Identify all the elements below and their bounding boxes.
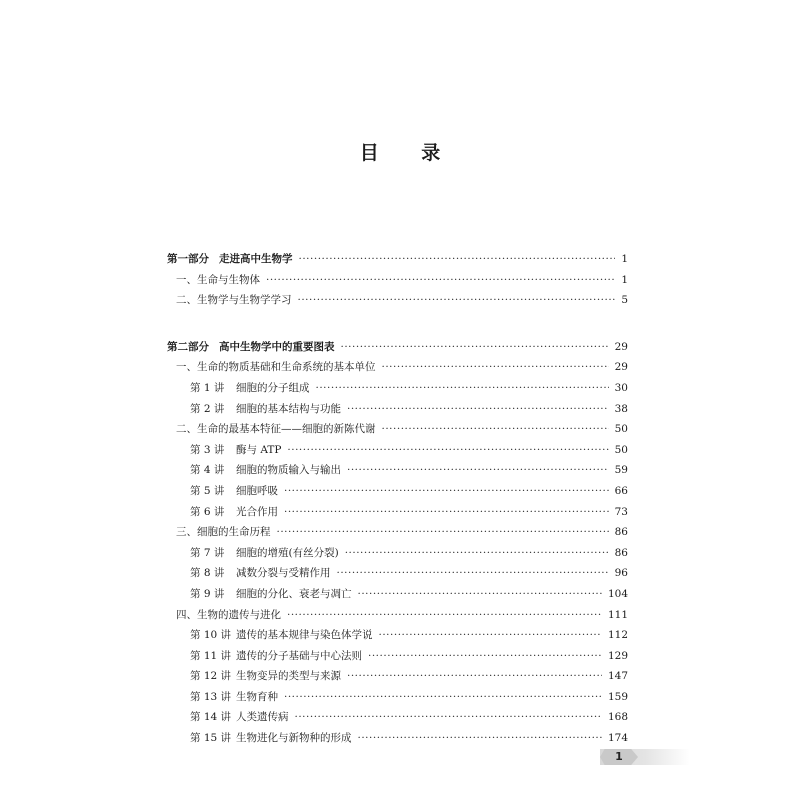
toc-section-row[interactable] — [167, 522, 628, 543]
page-ref: 38 — [614, 402, 628, 415]
page-ref: 96 — [614, 567, 628, 580]
lecture-title: 细胞的基本结构与功能 — [236, 402, 341, 415]
dot-leader — [347, 460, 609, 481]
toc-lecture-row[interactable] — [167, 460, 628, 481]
lecture-heading — [190, 440, 281, 461]
dot-leader — [287, 440, 608, 461]
part-spacer — [167, 311, 628, 337]
toc-section-row[interactable] — [167, 605, 628, 626]
page-ref: 73 — [614, 505, 628, 518]
lecture-heading — [190, 543, 339, 564]
part-title: 走进高中生物学 — [219, 253, 293, 265]
lecture-number: 第 9 讲 — [190, 587, 225, 600]
lecture-number: 第 4 讲 — [190, 464, 225, 477]
part-heading — [167, 337, 335, 358]
toc-section-row[interactable] — [167, 357, 628, 378]
page-ref: 86 — [614, 526, 628, 539]
lecture-heading — [190, 563, 331, 584]
lecture-heading — [190, 481, 278, 502]
page-title: 目 录 — [359, 142, 459, 164]
lecture-heading — [190, 707, 289, 728]
dot-leader — [341, 337, 609, 358]
part-heading — [167, 249, 293, 270]
toc-lecture-row[interactable] — [167, 378, 628, 399]
table-of-contents — [167, 249, 628, 749]
lecture-heading — [190, 502, 278, 523]
lecture-heading — [190, 687, 278, 708]
section-heading: 二、生物学与生物学学习 — [176, 294, 292, 307]
page-ref: 66 — [614, 484, 628, 497]
part-title: 高中生物学中的重要图表 — [219, 340, 335, 353]
lecture-number: 第 14 讲 — [190, 711, 232, 724]
lecture-heading — [190, 460, 341, 481]
lecture-title: 生物变异的类型与来源 — [236, 670, 341, 683]
dot-leader — [266, 270, 615, 291]
lecture-heading — [190, 399, 341, 420]
dot-leader — [368, 646, 602, 667]
lecture-number: 第 6 讲 — [190, 505, 225, 518]
toc-lecture-row[interactable] — [167, 584, 628, 605]
dot-leader — [347, 666, 602, 687]
lecture-title: 酶与 ATP — [236, 443, 282, 456]
section-heading: 四、生物的遗传与进化 — [176, 608, 281, 621]
lecture-number: 第 3 讲 — [190, 443, 225, 456]
lecture-title: 细胞的增殖(有丝分裂) — [236, 546, 339, 559]
dot-leader — [284, 687, 602, 708]
lecture-title: 细胞的分化、衰老与凋亡 — [236, 587, 352, 600]
page-ref: 1 — [621, 253, 628, 265]
dot-leader — [358, 584, 602, 605]
toc-lecture-row[interactable] — [167, 646, 628, 667]
dot-leader — [379, 625, 602, 646]
dot-leader — [287, 605, 602, 626]
lecture-title: 减数分裂与受精作用 — [236, 567, 331, 580]
page-ref: 29 — [614, 361, 628, 374]
page-ref: 147 — [607, 670, 628, 683]
page-ref: 50 — [614, 443, 628, 456]
part-label: 第一部分 — [167, 253, 209, 265]
lecture-heading — [190, 625, 373, 646]
page-ref: 30 — [614, 381, 628, 394]
lecture-number: 第 10 讲 — [190, 629, 232, 642]
page-ref: 29 — [614, 340, 628, 353]
lecture-title: 生物进化与新物种的形成 — [236, 732, 352, 745]
section-heading: 三、细胞的生命历程 — [176, 526, 271, 539]
toc-part-row[interactable] — [167, 249, 628, 270]
page-ref: 159 — [607, 690, 628, 703]
page-ref: 112 — [607, 629, 628, 642]
page-ref: 111 — [607, 608, 628, 621]
page-number: 1 — [615, 750, 623, 763]
toc-lecture-row[interactable] — [167, 543, 628, 564]
lecture-number: 第 11 讲 — [190, 649, 232, 662]
lecture-title: 细胞的物质输入与输出 — [236, 464, 341, 477]
toc-lecture-row[interactable] — [167, 481, 628, 502]
toc-part-row[interactable] — [167, 337, 628, 358]
lecture-heading — [190, 584, 352, 605]
page-number-badge — [600, 749, 690, 765]
dot-leader — [316, 378, 609, 399]
section-heading: 一、生命与生物体 — [176, 273, 260, 286]
lecture-title: 细胞呼吸 — [236, 484, 278, 497]
lecture-heading — [190, 666, 341, 687]
lecture-number: 第 5 讲 — [190, 484, 225, 497]
lecture-title: 遗传的基本规律与染色体学说 — [236, 629, 373, 642]
toc-lecture-row[interactable] — [167, 687, 628, 708]
lecture-number: 第 15 讲 — [190, 732, 232, 745]
page-ref: 168 — [607, 711, 628, 724]
part-label: 第二部分 — [167, 340, 209, 353]
toc-lecture-row[interactable] — [167, 399, 628, 420]
toc-lecture-row[interactable] — [167, 502, 628, 523]
page-ref: 86 — [614, 546, 628, 559]
section-heading: 二、生命的最基本特征——细胞的新陈代谢 — [176, 423, 376, 436]
lecture-number: 第 1 讲 — [190, 381, 225, 394]
dot-leader — [298, 290, 616, 311]
toc-lecture-row[interactable] — [167, 707, 628, 728]
toc-lecture-row[interactable] — [167, 563, 628, 584]
dot-leader — [295, 707, 602, 728]
lecture-heading — [190, 646, 362, 667]
dot-leader — [277, 522, 609, 543]
dot-leader — [299, 249, 616, 270]
page-ref: 1 — [621, 273, 628, 286]
toc-lecture-row[interactable] — [167, 625, 628, 646]
dot-leader — [284, 502, 609, 523]
dot-leader — [347, 399, 609, 420]
dot-leader — [358, 728, 602, 749]
toc-section-row[interactable] — [167, 270, 628, 291]
lecture-number: 第 12 讲 — [190, 670, 232, 683]
lecture-heading — [190, 378, 310, 399]
lecture-title: 细胞的分子组成 — [236, 381, 310, 394]
lecture-title: 遗传的分子基础与中心法则 — [236, 649, 362, 662]
dot-leader — [284, 481, 609, 502]
page-ref: 50 — [614, 423, 628, 436]
lecture-title: 光合作用 — [236, 505, 278, 518]
page-ref: 129 — [607, 649, 628, 662]
toc-lecture-row[interactable] — [167, 666, 628, 687]
lecture-title: 生物育种 — [236, 690, 278, 703]
toc-lecture-row[interactable] — [167, 728, 628, 749]
toc-lecture-row[interactable] — [167, 440, 628, 461]
dot-leader — [345, 543, 609, 564]
lecture-heading — [190, 728, 352, 749]
page-ref: 5 — [621, 294, 628, 307]
toc-section-row[interactable] — [167, 290, 628, 311]
lecture-title: 人类遗传病 — [236, 711, 289, 724]
dot-leader — [382, 357, 609, 378]
lecture-number: 第 13 讲 — [190, 690, 232, 703]
page-ref: 174 — [607, 732, 628, 745]
lecture-number: 第 8 讲 — [190, 567, 225, 580]
page-ref: 104 — [607, 587, 628, 600]
dot-leader — [382, 419, 609, 440]
section-heading: 一、生命的物质基础和生命系统的基本单位 — [176, 361, 376, 374]
toc-section-row[interactable] — [167, 419, 628, 440]
page-ref: 59 — [614, 464, 628, 477]
lecture-number: 第 2 讲 — [190, 402, 225, 415]
dot-leader — [337, 563, 609, 584]
lecture-number: 第 7 讲 — [190, 546, 225, 559]
